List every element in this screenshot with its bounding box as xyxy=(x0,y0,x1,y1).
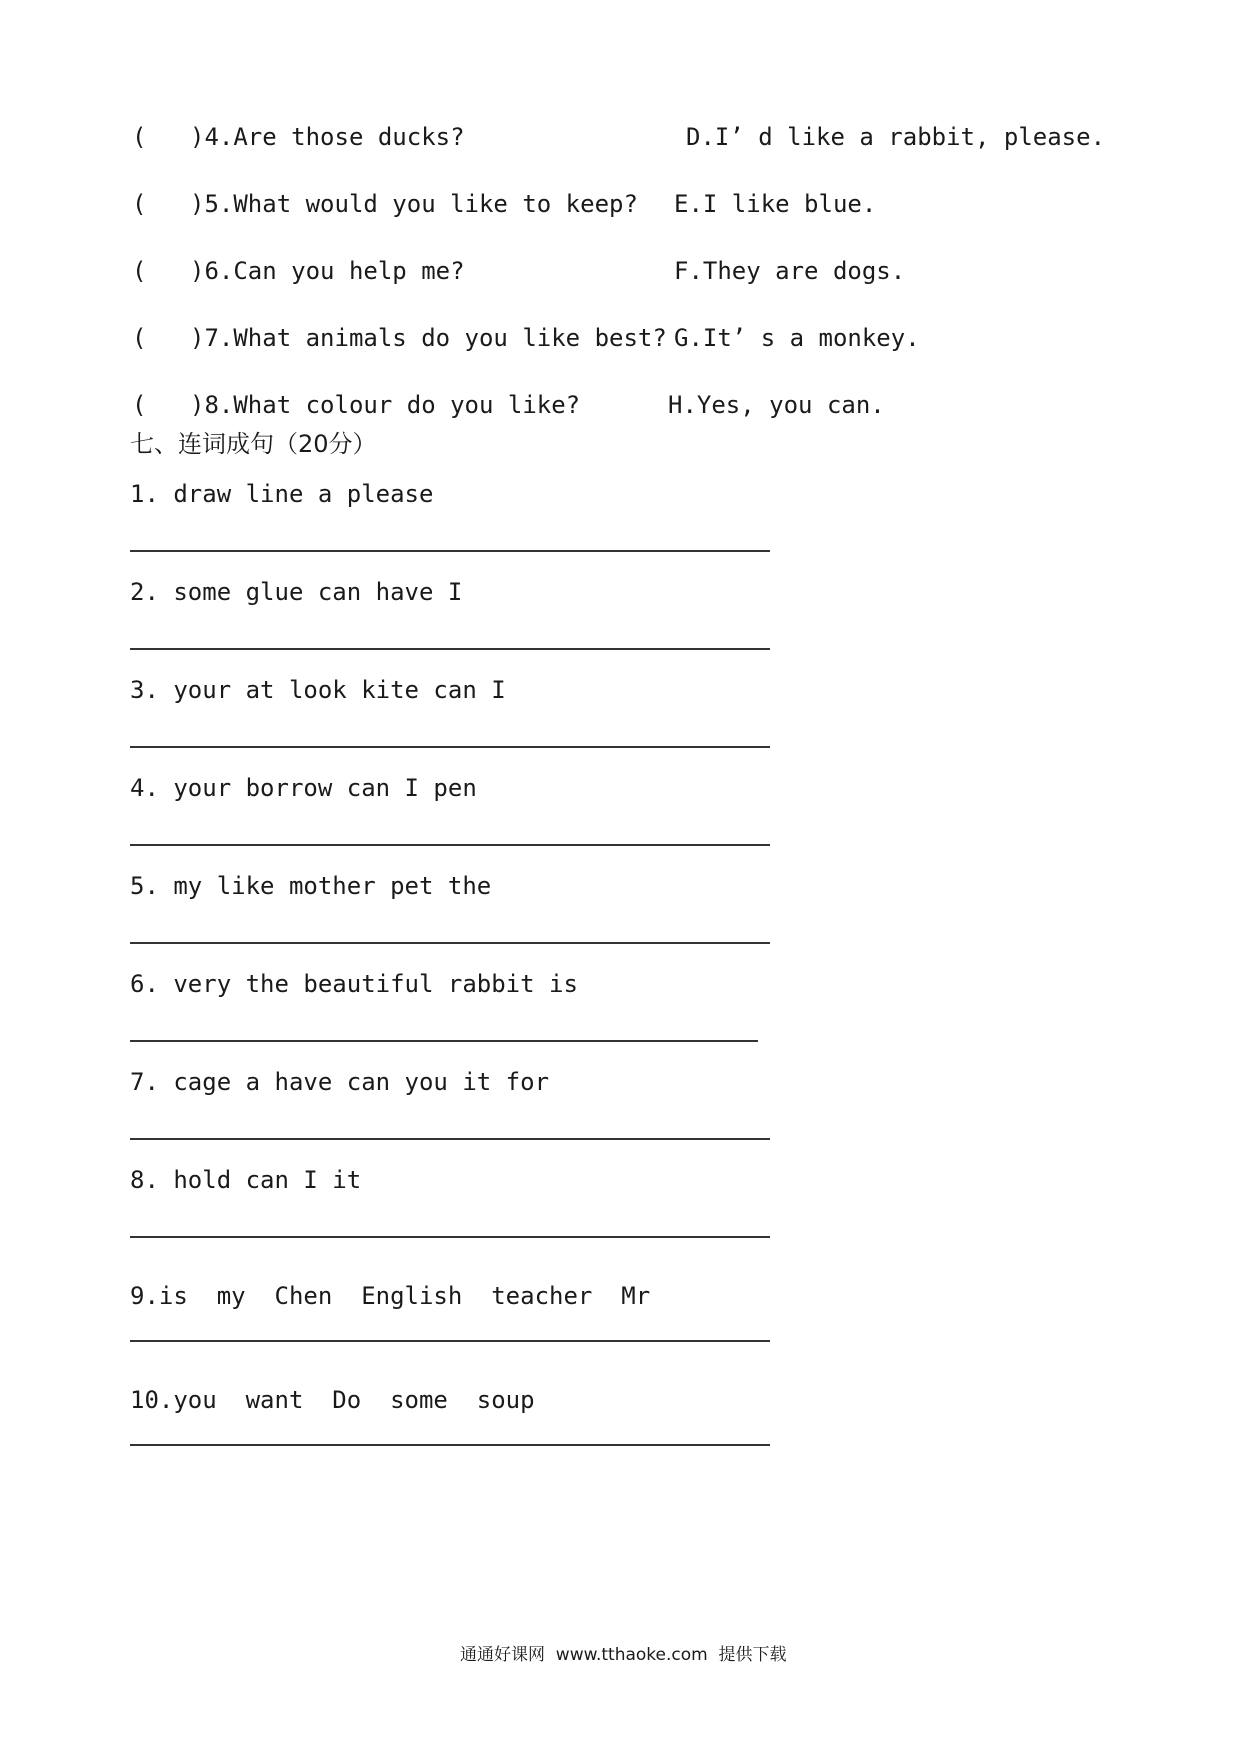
sentence-item: 5. my like mother pet the xyxy=(130,872,492,900)
sentence-item: 7. cage a have can you it for xyxy=(130,1068,550,1096)
matching-question: )7.What animals do you like best? xyxy=(190,324,667,352)
matching-question: )5.What would you like to keep? xyxy=(190,190,638,218)
answer-line xyxy=(130,1340,770,1342)
sentence-item: 1. draw line a please xyxy=(130,480,434,508)
answer-paren: ( xyxy=(132,324,147,352)
matching-answer: F.They are dogs. xyxy=(674,257,906,285)
matching-question: )4.Are those ducks? xyxy=(190,123,465,151)
answer-paren: ( xyxy=(132,190,147,218)
answer-line xyxy=(130,1236,770,1238)
matching-question: )8.What colour do you like? xyxy=(190,391,581,419)
matching-answer: E.I like blue. xyxy=(674,190,877,218)
answer-line xyxy=(130,844,770,846)
footer-text: 通通好课网 www.tthaoke.com 提供下载 xyxy=(460,1645,787,1665)
sentence-item: 4. your borrow can I pen xyxy=(130,774,477,802)
matching-answer: H.Yes, you can. xyxy=(668,391,885,419)
answer-line xyxy=(130,942,770,944)
matching-answer: G.It’ s a monkey. xyxy=(674,324,920,352)
sentence-item: 9.is my Chen English teacher Mr xyxy=(130,1282,651,1310)
sentence-item: 2. some glue can have I xyxy=(130,578,463,606)
sentence-item: 8. hold can I it xyxy=(130,1166,362,1194)
answer-line xyxy=(130,746,770,748)
answer-line xyxy=(130,648,770,650)
answer-line xyxy=(130,1444,770,1446)
answer-line xyxy=(130,550,770,552)
sentence-item: 6. very the beautiful rabbit is xyxy=(130,970,578,998)
matching-question: )6.Can you help me? xyxy=(190,257,465,285)
answer-paren: ( xyxy=(132,391,147,419)
section-title: 七、连词成句（20分） xyxy=(130,430,377,458)
answer-paren: ( xyxy=(132,123,147,151)
answer-line xyxy=(130,1040,758,1042)
answer-line xyxy=(130,1138,770,1140)
sentence-item: 3. your at look kite can I xyxy=(130,676,506,704)
answer-paren: ( xyxy=(132,257,147,285)
sentence-item: 10.you want Do some soup xyxy=(130,1386,535,1414)
matching-answer: D.I’ d like a rabbit, please. xyxy=(686,123,1106,151)
